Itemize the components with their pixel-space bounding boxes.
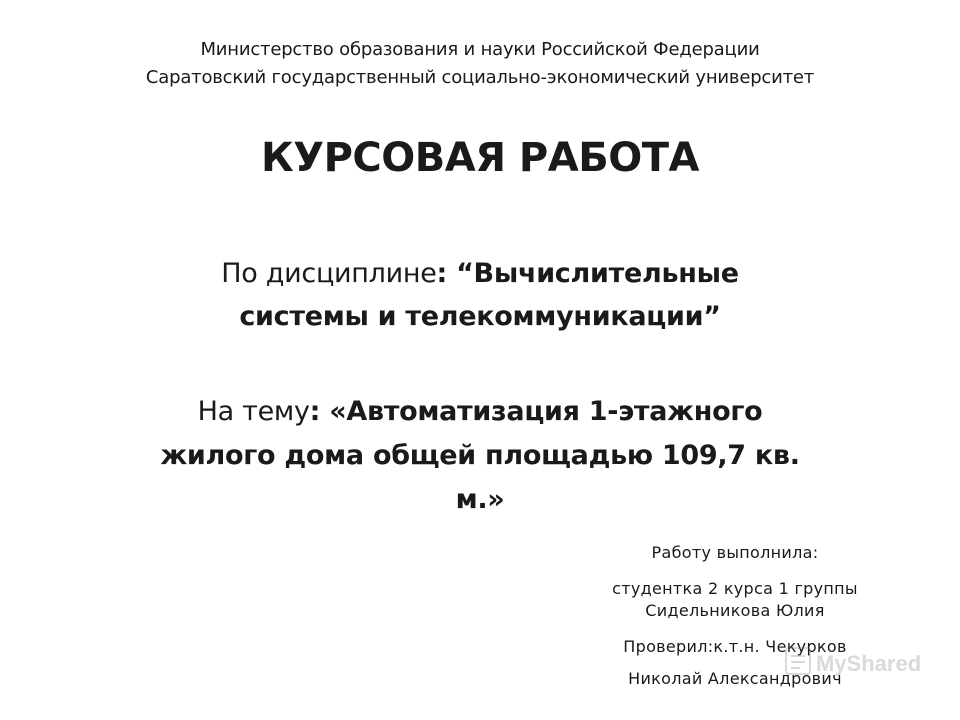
topic-block (110, 390, 850, 522)
document-title: КУРСОВАЯ РАБОТА (261, 135, 699, 181)
watermark-logo (782, 642, 932, 682)
institution-header (0, 36, 960, 92)
performed-label: Работу выполнила: (651, 543, 819, 562)
topic-colon: : (309, 396, 321, 427)
student-line2: Сидельникова Юлия (645, 601, 825, 620)
watermark-text: MyShared (816, 651, 922, 676)
student-line1: студентка 2 курса 1 группы (612, 579, 858, 598)
discipline-block (120, 252, 840, 338)
topic-line3: м.» (455, 484, 505, 515)
discipline-colon: : (436, 258, 448, 289)
topic-line1: «Автоматизация 1-этажного (320, 396, 763, 427)
university-line: Саратовский государственный социально-экономический университет (145, 67, 815, 88)
discipline-name-line2: системы и телекоммуникации” (239, 301, 721, 332)
checked-line1: Проверил:к.т.н. Чекурков (623, 637, 847, 656)
ministry-line: Министерство образования и науки Российской Федерации (200, 39, 760, 60)
topic-prefix: На тему (197, 396, 310, 427)
checked-line2: Николай Александрович (628, 669, 842, 688)
discipline-name-line1: “Вычислительные (447, 258, 739, 289)
topic-line2: жилого дома общей площадью 109,7 кв. (160, 440, 800, 471)
discipline-prefix: По дисциплине (221, 258, 437, 289)
